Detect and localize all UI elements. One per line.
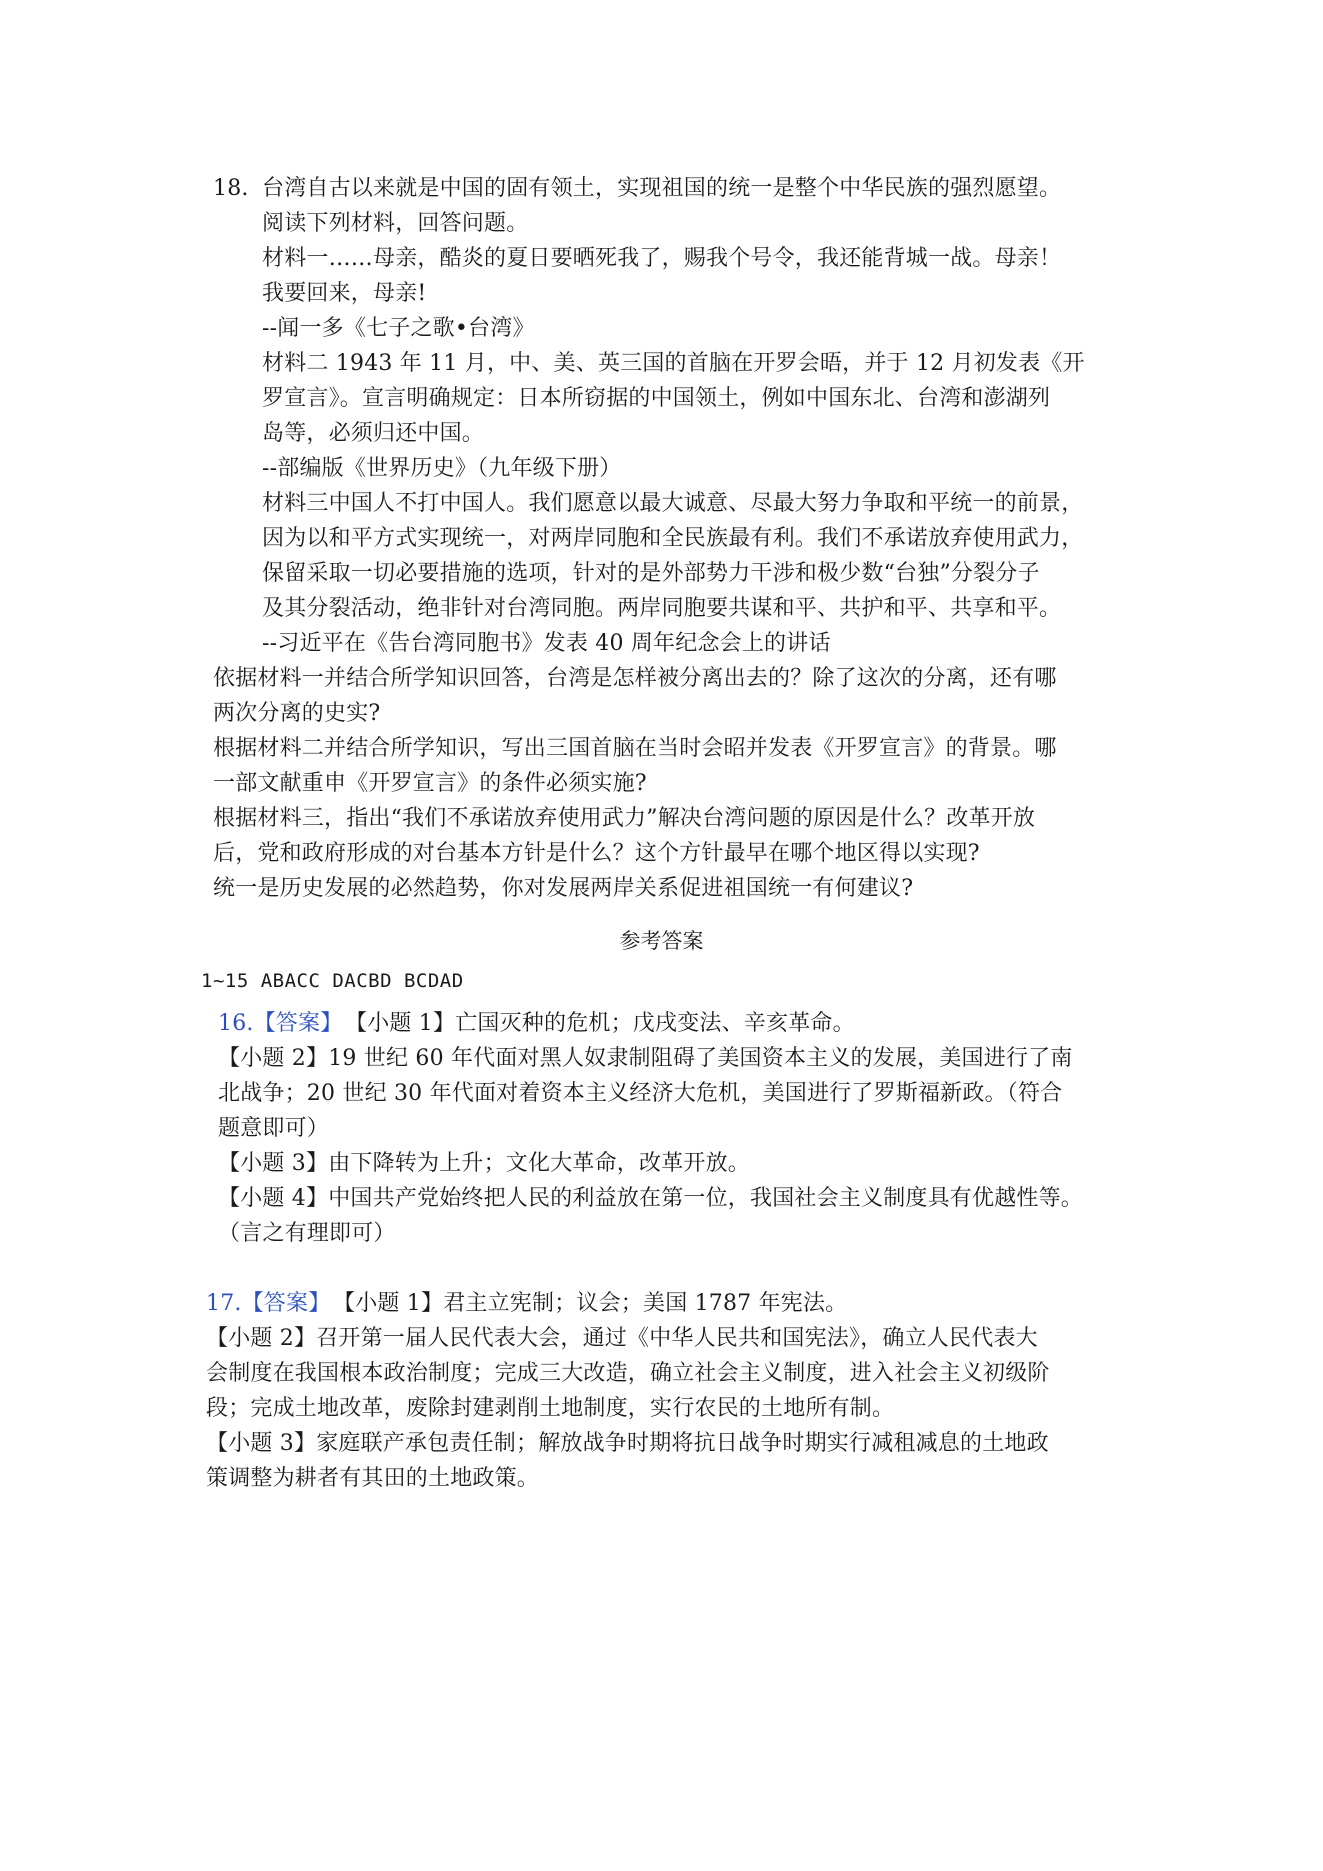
question-line: 台湾自古以来就是中国的固有领土，实现祖国的统一是整个中华民族的强烈愿望。 [262,176,1062,201]
material-source: --部编版《世界历史》（九年级下册） [262,456,622,481]
material-line: 罗宣言》。宣言明确规定：日本所窃据的中国领土，例如中国东北、台湾和澎湖列 [262,386,1051,411]
sub-question-line: 根据材料二并结合所学知识，写出三国首脑在当时会昭并发表《开罗宣言》的背景。哪 [213,736,1057,761]
answer-line: 【小题 2】19 世纪 60 年代面对黑人奴隶制阻碍了美国资本主义的发展，美国进行了南 [218,1046,1073,1071]
material-line: 保留采取一切必要措施的选项，针对的是外部势力干涉和极少数“台独”分裂分子 [262,561,1040,586]
question-line: 阅读下列材料，回答问题。 [262,211,529,236]
answer-line: 段；完成土地改革，废除封建剥削土地制度，实行农民的土地所有制。 [206,1396,895,1421]
material-line: 材料二 1943 年 11 月，中、美、英三国的首脑在开罗会晤，并于 12 月初发表《开 [262,351,1085,376]
answer-line: 题意即可） [218,1116,330,1141]
material-source: --习近平在《告台湾同胞书》发表 40 周年纪念会上的讲话 [262,631,831,656]
material-line: 我要回来，母亲! [262,281,427,306]
answer-line: 【小题 3】家庭联产承包责任制；解放战争时期将抗日战争时期实行减租减息的土地政 [206,1431,1049,1456]
material-line: 岛等，必须归还中国。 [262,421,485,446]
answer-line: 【小题 4】中国共产党始终把人民的利益放在第一位，我国社会主义制度具有优越性等。 [218,1186,1083,1211]
sub-question-line: 统一是历史发展的必然趋势，你对发展两岸关系促进祖国统一有何建议? [213,876,914,901]
multiple-choice-answers: 1~15 ABACC DACBD BCDAD [201,970,464,992]
material-line: 及其分裂活动，绝非针对台湾同胞。两岸同胞要共谋和平、共护和平、共享和平。 [262,596,1062,621]
material-line: 因为以和平方式实现统一，对两岸同胞和全民族最有利。我们不承诺放弃使用武力， [262,526,1084,551]
answer-line: 策调整为耕者有其田的土地政策。 [206,1466,540,1491]
question-number: 18. [213,176,249,201]
answer-line: （言之有理即可） [218,1221,396,1246]
material-source: --闻一多《七子之歌•台湾》 [262,316,535,341]
answer-tag: 16.【答案】 [218,1011,343,1036]
answer-line: 【小题 1】亡国灭种的危机；戊戌变法、辛亥革命。 [345,1011,855,1036]
sub-question-line: 一部文献重申《开罗宣言》的条件必须实施? [213,771,647,796]
sub-question-line: 后，党和政府形成的对台基本方针是什么？这个方针最早在哪个地区得以实现? [213,841,980,866]
answer-line: 会制度在我国根本政治制度；完成三大改造，确立社会主义制度，进入社会主义初级阶 [206,1361,1050,1386]
answer-tag: 17.【答案】 [206,1291,331,1316]
answer-line: 【小题 2】召开第一届人民代表大会，通过《中华人民共和国宪法》，确立人民代表大 [206,1326,1038,1351]
sub-question-line: 依据材料一并结合所学知识回答，台湾是怎样被分离出去的？除了这次的分离，还有哪 [213,666,1057,691]
material-line: 材料三中国人不打中国人。我们愿意以最大诚意、尽最大努力争取和平统一的前景， [262,491,1084,516]
sub-question-line: 根据材料三，指出“我们不承诺放弃使用武力”解决台湾问题的原因是什么？改革开放 [213,806,1036,831]
material-line: 材料一……母亲，酷炎的夏日要晒死我了，赐我个号令，我还能背城一战。母亲！ [262,246,1062,271]
sub-question-line: 两次分离的史实? [213,701,381,726]
answer-line: 【小题 1】君主立宪制；议会；美国 1787 年宪法。 [333,1291,848,1316]
answer-section-title: 参考答案 [619,929,704,953]
answer-line: 北战争；20 世纪 30 年代面对着资本主义经济大危机，美国进行了罗斯福新政。（符合 [218,1081,1063,1106]
answer-line: 【小题 3】由下降转为上升；文化大革命，改革开放。 [218,1151,750,1176]
